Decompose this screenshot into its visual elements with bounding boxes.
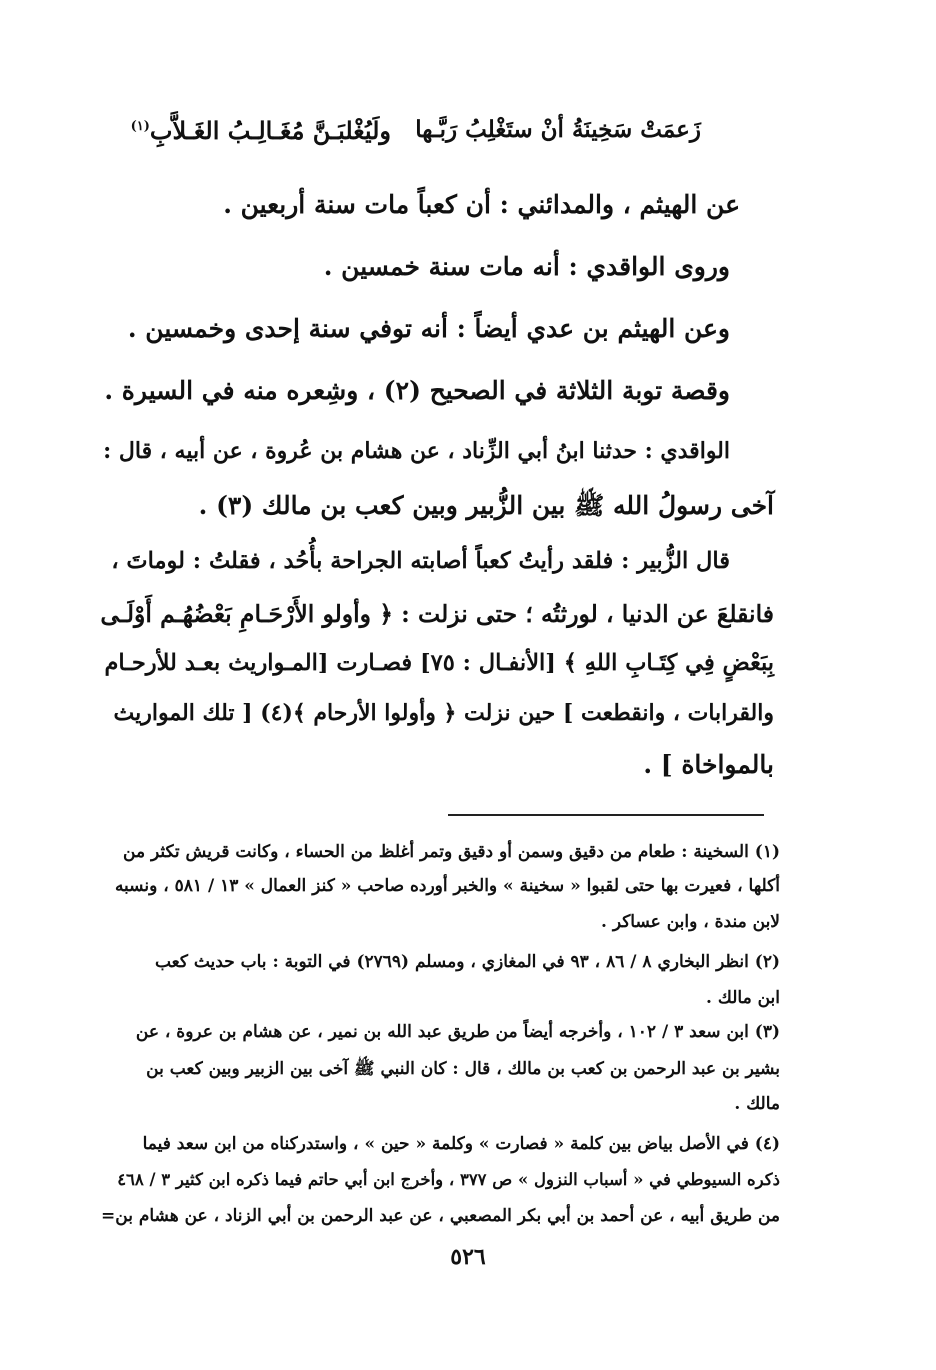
- body-line-10: والقرابات ، وانقطعت ] حين نزلت ﴿ وأولوا الأرحام ﴾(٤) [ تلك المواريث: [113, 700, 774, 726]
- body-line-4: وقصة توبة الثلاثة في الصحيح (٢) ، وشِعره منه في السيرة .: [104, 376, 730, 405]
- footnote-line-11: من طريق أبيه ، عن أحمد بن أبي بكر المصعبي ، عن عبد الرحمن بن أبي الزناد ، عن هشام بن=: [101, 1206, 780, 1226]
- footnote-line-9: (٤) في الأصل بياض بين كلمة « فصارت » وكلمة « حين » ، واستدركناه من ابن سعد فيما: [142, 1134, 780, 1154]
- poem-hemistich-first: [415, 116, 701, 143]
- body-line-8: فانقلعَ عن الدنيا ، لورثتُه ؛ حتى نزلت : ﴿ وأولو الأَرْحَـامِ بَعْضُهُـم أَوْلَـى: [100, 600, 774, 628]
- body-line-7: قال الزُّبير : فلقد رأيتُ كعباً أصابته الجراحة بأُحُد ، فقلتُ : لوماتَ ،: [111, 548, 730, 574]
- poem-verse: [0, 116, 936, 156]
- poem-hemistich-second-text: ولَيُغْلبَـنَّ مُغَـالِـبُ الغَـلاَّبِ: [149, 116, 391, 145]
- footnote-line-6: (٣) ابن سعد ٣ / ١٠٢ ، وأخرجه أيضاً من طريق عبد الله بن نمير ، عن هشام بن عروة ، عن: [135, 1022, 780, 1042]
- body-line-5: الواقدي : حدثنا ابنُ أبي الزِّناد ، عن هشام بن عُروة ، عن أبيه ، قال :: [103, 438, 730, 464]
- footnote-line-2: أكلها ، فعيرت بها حتى لقبوا « سخينة » والخبر أورده صاحب « كنز العمال » ١٣ / ٥٨١ ، ونسبه: [114, 876, 780, 896]
- footnote-line-10: ذكره السيوطي في « أسباب النزول » ص ٣٧٧ ، وأخرج ابن أبي حاتم فيما ذكره ابن كثير ٣ / ٤٦٨: [117, 1170, 780, 1189]
- poem-hemistich-first-text: زَعمَتْ سَخِينَةُ أنْ ستَغْلِبُ رَبَّـها: [415, 116, 701, 143]
- page-number: ٥٢٦: [450, 1244, 486, 1270]
- body-line-6: آخى رسولُ الله ﷺ بين الزُّبير وبين كعب بن مالك (٣) .: [198, 491, 774, 520]
- footnote-line-4: (٢) انظر البخاري ٨ / ٨٦ ، ٩٣ في المغازي ، ومسلم (٢٧٦٩) في التوبة : باب حديث كعب: [154, 952, 780, 972]
- body-line-11: بالمواخاة ] .: [643, 750, 774, 779]
- footnote-separator: [448, 814, 764, 816]
- footnote-line-7: بشير بن عبد الرحمن بن كعب بن مالك ، قال : كان النبي ﷺ آخى بين الزبير وبين كعب بن: [146, 1059, 780, 1079]
- body-line-9: بِبَعْضٍ فِي كِتَـابِ اللهِ ﴾ [الأنفـال : ٧٥] فصـارت [المـواريث بعـد للأرحـام: [104, 650, 774, 676]
- footnote-ref-1: (١): [130, 119, 150, 134]
- poem-hemistich-second: [131, 116, 391, 145]
- body-line-2: وروى الواقدي : أنه مات سنة خمسين .: [323, 252, 730, 281]
- footnote-line-1: (١) السخينة : طعام من دقيق وسمن أو دقيق وتمر أغلظ من الحساء ، وكانت قريش تكثر من: [123, 842, 780, 862]
- body-line-3: وعن الهيثم بن عدي أيضاً : أنه توفي سنة إحدى وخمسين .: [127, 314, 730, 343]
- body-line-1: عن الهيثم ، والمدائني : أن كعباً مات سنة أربعين .: [223, 190, 740, 219]
- footnote-line-5: ابن مالك .: [706, 988, 780, 1008]
- footnote-line-8: مالك .: [734, 1094, 780, 1114]
- footnote-line-3: لابن مندة ، وابن عساكر .: [601, 912, 780, 932]
